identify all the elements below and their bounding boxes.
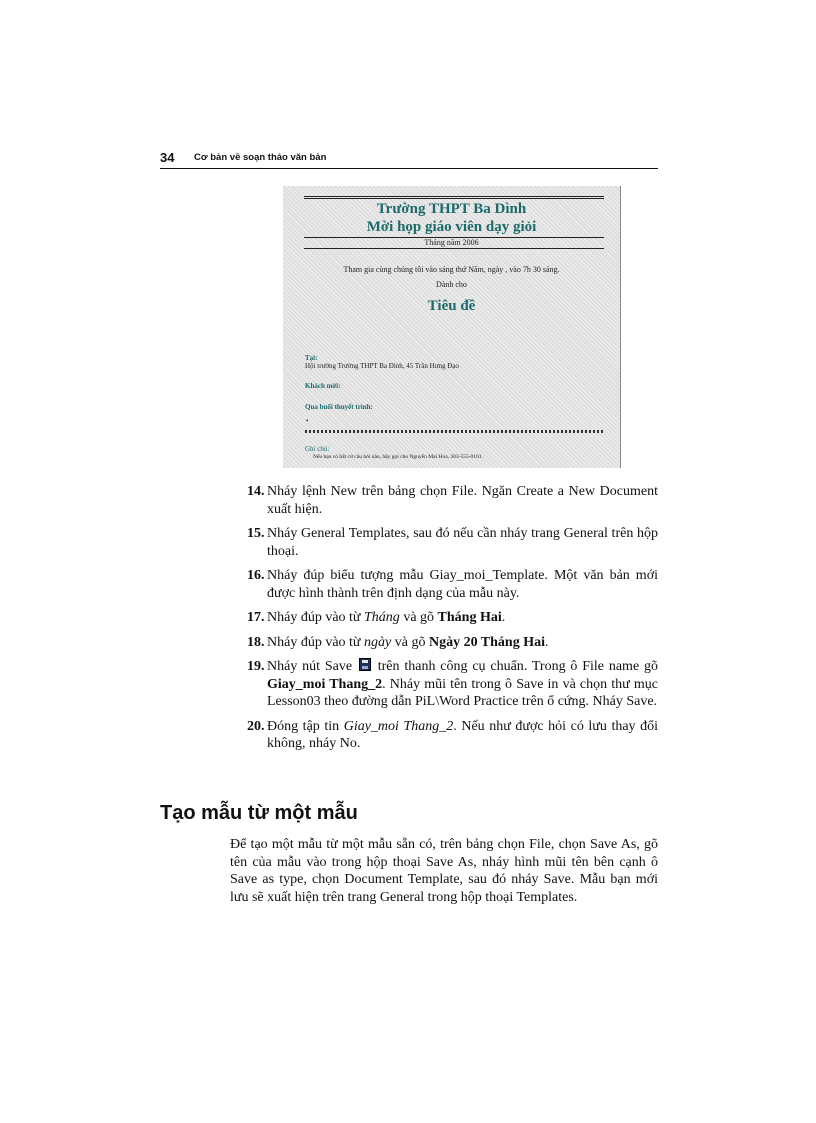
step-item [248,634,658,652]
step-item [248,718,658,753]
step-text-segment: . Nếu như được hỏi có lưu thay đổi không, nháy No. [267,718,659,751]
step-text [267,658,658,711]
running-title: Cơ bản về soạn thảo văn bản [194,152,327,163]
step-item [248,525,658,560]
figure-invitation-title: Mời họp giáo viên dạy giỏi [366,219,537,235]
bold-text: Giay_moi Thang_2 [267,676,383,692]
step-text-segment: . [501,610,506,625]
bold-text: Tháng Hai [437,610,502,625]
figure-notes-label: Ghi chú: [305,445,330,453]
figure-presentation-label: Qua buổi thuyết trình: [305,403,373,411]
step-number: 18. [247,634,265,650]
step-number: 15. [247,526,265,541]
step-item [248,658,658,711]
step-item [248,483,658,518]
page-number: 34 [160,150,175,165]
numbered-steps-list [248,483,658,760]
italic-text: Giay_moi Thang_2 [343,718,454,734]
step-text-segment: . [545,634,549,650]
figure-top-rule-2 [304,198,604,199]
step-number: 16. [247,568,265,583]
step-text [267,483,658,518]
page-header [160,150,658,169]
template-screenshot-figure [283,186,621,468]
figure-asterisk-separator [305,430,605,433]
step-text-segment: Nháy nút Save [267,659,357,674]
figure-location-label: Tại: [305,354,318,362]
figure-for-label: Dành cho [436,280,467,289]
step-text-segment: Nháy đúp biểu tượng mẫu Giay_moi_Template. Một văn bản mới được hình thành trên định dạng của mẫu này. [267,568,658,601]
section-paragraph: Để tạo một mẫu từ một mẫu sẵn có, trên bảng chọn File, chọn Save As, gõ tên của mẫu vào trong hộp thoại Save As, nháy hình mũi tên bên cạnh ô Save as type, chọn Document Template, sau đó nháy Save. Mẫu bạn mới lưu sẽ xuất hiện trên trang General trong hộp thoại Templates. [230,837,658,905]
figure-top-rule [304,196,604,197]
italic-text: Tháng [364,610,400,625]
figure-invite-text: Tham gia cùng chúng tôi vào sáng thứ Năm, ngày , vào 7h 30 sáng. [343,265,560,274]
step-item [248,609,658,627]
italic-text: ngày [364,634,392,650]
step-item [248,567,658,602]
step-text-segment: Nháy General Templates, sau đó nếu cần nháy trang General trên hộp thoại. [267,526,658,559]
figure-month-line: Tháng năm 2006 [424,238,479,247]
figure-location-text: Hội trường Trường THPT Ba Đình, 45 Trần Hưng Đạo [305,362,459,370]
step-text-segment: . Nháy mũi tên trong ô Save in và chọn thư mục Lesson03 theo đường dẫn PiL\Word Practice trên ổ cứng. Nháy Save. [267,676,658,709]
step-number: 20. [247,718,265,734]
step-text-segment: trên thanh công cụ chuẩn. Trong ô File name gõ [372,659,658,674]
step-text-segment: và gõ [391,634,429,650]
step-text [267,609,658,627]
step-text-segment: Nháy lệnh New trên bảng chọn File. Ngăn Create a New Document xuất hiện. [267,484,658,517]
step-number: 19. [247,659,265,674]
step-text-segment: Nháy đúp vào từ [267,634,365,650]
step-text-segment: và gõ [399,610,438,625]
step-text [267,525,658,560]
step-number: 17. [247,610,265,625]
section-heading: Tạo mẫu từ một mẫu [160,802,358,824]
step-text-segment: Nháy đúp vào từ [267,610,365,625]
step-text [267,718,658,753]
step-text [267,634,658,652]
figure-bullet: • [306,417,309,425]
step-text-segment: Đóng tập tin [267,718,344,734]
step-text [267,567,658,602]
figure-mid-rule-2 [304,248,604,249]
figure-heading: Tiêu đề [427,298,476,314]
step-number: 14. [247,484,265,499]
bold-text: Ngày 20 Tháng Hai [428,634,545,650]
save-icon [359,658,371,671]
figure-notes-text: Nếu bạn có bất cứ câu hỏi nào, hãy gọi cho Nguyễn Mai Hoa, 303-555-0101. [313,454,483,460]
figure-guests-label: Khách mời: [305,382,341,390]
figure-school-title: Trường THPT Ba Dình [376,201,527,217]
